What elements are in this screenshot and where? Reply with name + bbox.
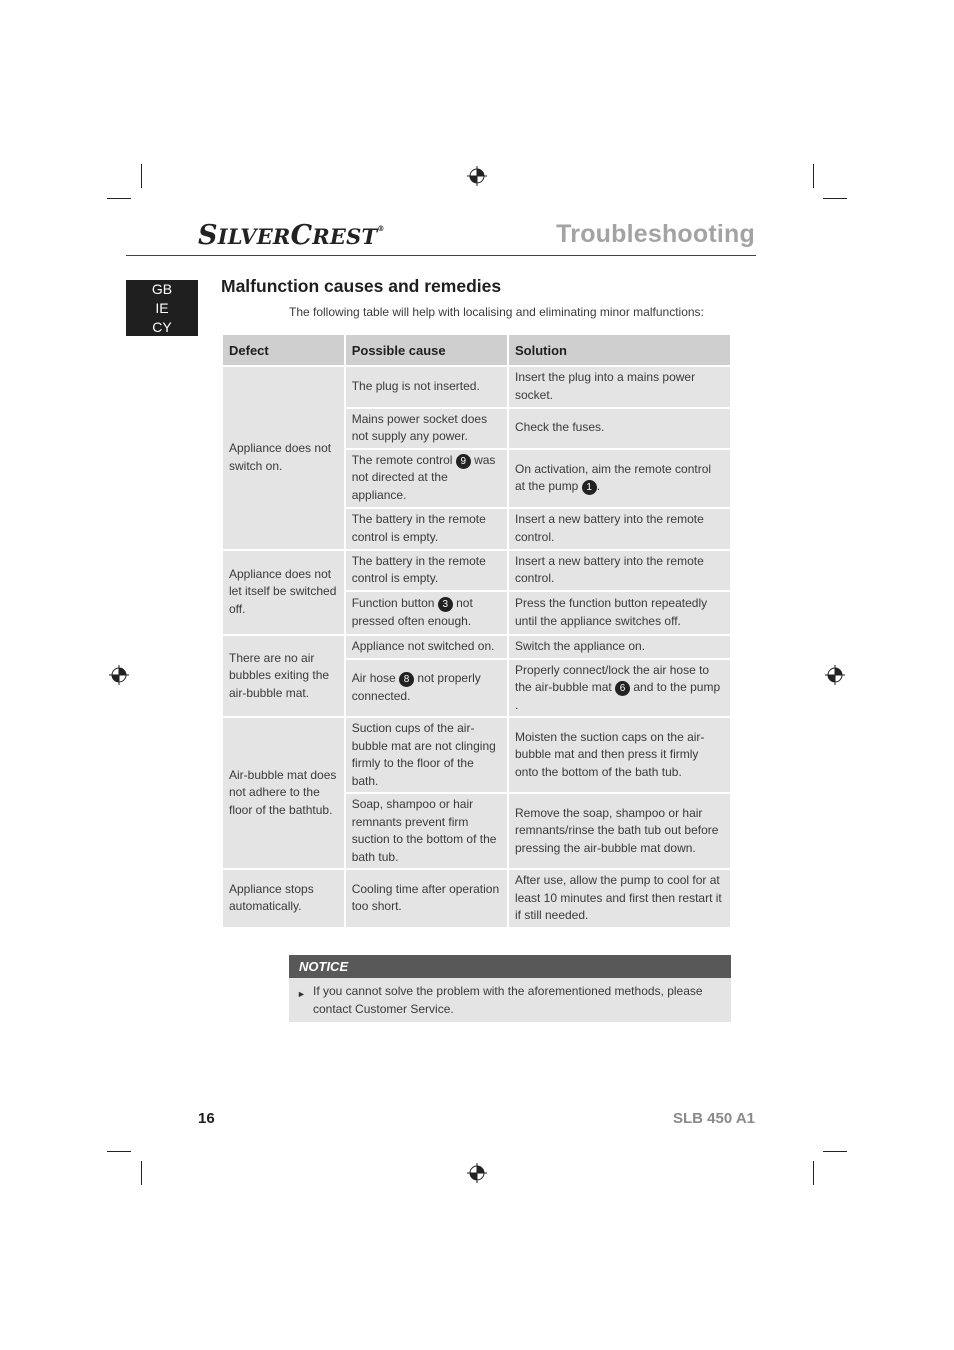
defect-cell: There are no air bubbles exiting the air-bubble mat.	[222, 635, 345, 718]
part-number-badge: 8	[399, 672, 414, 687]
registration-mark-icon	[467, 1163, 487, 1183]
cause-cell: The remote control 9 was not directed at the appliance.	[345, 449, 508, 508]
solution-cell: Moisten the suction caps on the air-bubble mat and then press it firmly onto the bottom of the bath tub.	[508, 717, 731, 793]
column-header-defect: Defect	[222, 334, 345, 366]
column-header-cause: Possible cause	[345, 334, 508, 366]
language-code: GB	[151, 281, 173, 297]
table-row	[222, 366, 731, 408]
section-title: Malfunction causes and remedies	[221, 276, 502, 296]
page-number: 16	[198, 1110, 215, 1127]
table-row	[222, 635, 731, 659]
defect-cell: Air-bubble mat does not adhere to the floor of the bathtub.	[222, 717, 345, 869]
solution-cell: Insert the plug into a mains power socket.	[508, 366, 731, 408]
table-header-row	[222, 334, 731, 366]
column-header-solution: Solution	[508, 334, 731, 366]
crop-mark	[813, 1161, 814, 1185]
solution-cell: Insert a new battery into the remote control.	[508, 550, 731, 591]
page-title: Troubleshooting	[556, 220, 755, 248]
language-code: CY	[152, 319, 172, 335]
language-tab	[126, 280, 198, 336]
crop-mark	[141, 164, 142, 188]
crop-mark	[813, 164, 814, 188]
cause-cell: The battery in the remote control is empty.	[345, 550, 508, 591]
cause-cell: Mains power socket does not supply any power.	[345, 408, 508, 449]
cause-cell: Suction cups of the air-bubble mat are not clinging firmly to the floor of the bath.	[345, 717, 508, 793]
cause-cell: The battery in the remote control is empty.	[345, 508, 508, 550]
crop-mark	[107, 198, 131, 199]
notice-text: If you cannot solve the problem with the aforementioned methods, please contact Customer Service.	[313, 984, 703, 1016]
solution-cell: Properly connect/lock the air hose to the air-bubble mat 6 and to the pump .	[508, 659, 731, 718]
notice-body	[289, 978, 731, 1022]
crop-mark	[823, 1151, 847, 1152]
cause-cell: Soap, shampoo or hair remnants prevent firm suction to the bottom of the bath tub.	[345, 793, 508, 869]
registration-mark-icon	[109, 665, 129, 685]
notice-heading: NOTICE	[289, 955, 731, 978]
defect-cell: Appliance stops automatically.	[222, 869, 345, 928]
model-number: SLB 450 A1	[673, 1110, 755, 1127]
solution-cell: Remove the soap, shampoo or hair remnants/rinse the bath tub out before pressing the air-bubble mat down.	[508, 793, 731, 869]
language-code: IE	[155, 300, 169, 316]
solution-cell: After use, allow the pump to cool for at least 10 minutes and first then restart it if still needed.	[508, 869, 731, 928]
part-number-badge: 9	[456, 454, 471, 469]
cause-cell: Air hose 8 not properly connected.	[345, 659, 508, 718]
solution-cell: Press the function button repeatedly until the appliance switches off.	[508, 591, 731, 635]
solution-cell: Switch the appliance on.	[508, 635, 731, 659]
header-divider	[126, 255, 756, 256]
solution-cell: Insert a new battery into the remote control.	[508, 508, 731, 550]
cause-cell: Function button 3 not pressed often enough.	[345, 591, 508, 635]
part-number-badge: 6	[615, 681, 630, 696]
registration-mark-icon	[825, 665, 845, 685]
solution-cell: On activation, aim the remote control at the pump 1 .	[508, 449, 731, 508]
defect-cell: Appliance does not let itself be switched off.	[222, 550, 345, 635]
defect-cell: Appliance does not switch on.	[222, 366, 345, 550]
notice-box	[289, 955, 731, 1022]
section-intro: The following table will help with localising and eliminating minor malfunctions:	[289, 305, 704, 319]
solution-cell: Check the fuses.	[508, 408, 731, 449]
cause-cell: Appliance not switched on.	[345, 635, 508, 659]
troubleshooting-table	[221, 333, 732, 929]
bullet-arrow-icon: ►	[297, 989, 306, 999]
cause-cell: Cooling time after operation too short.	[345, 869, 508, 928]
crop-mark	[823, 198, 847, 199]
cause-cell: The plug is not inserted.	[345, 366, 508, 408]
crop-mark	[107, 1151, 131, 1152]
crop-mark	[141, 1161, 142, 1185]
brand-logo: SILVERCREST®	[198, 220, 385, 251]
table-row	[222, 717, 731, 793]
table-row	[222, 550, 731, 591]
part-number-badge: 3	[438, 597, 453, 612]
registration-mark-icon	[467, 166, 487, 186]
table-row	[222, 869, 731, 928]
part-number-badge: 1	[582, 480, 597, 495]
